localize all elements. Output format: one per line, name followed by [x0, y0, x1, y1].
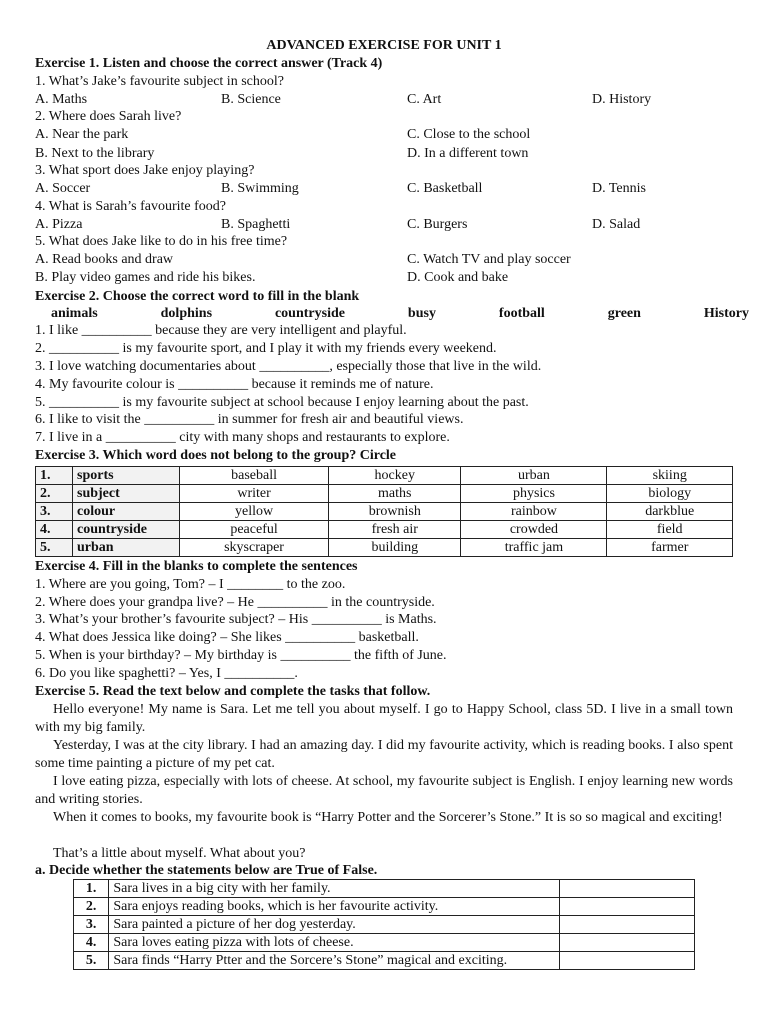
table-row	[36, 503, 733, 521]
ex3-table	[35, 466, 733, 557]
reading-paragraph	[35, 773, 733, 809]
ex4-sentence: 2. Where does your grandpa live? – He __________ in the countryside.	[35, 595, 435, 610]
statement-number: 4.	[74, 934, 109, 952]
answer-cell[interactable]	[559, 952, 694, 970]
page-title: ADVANCED EXERCISE FOR UNIT 1	[266, 38, 502, 53]
statement-number: 5.	[74, 952, 109, 970]
paragraph-text: I love eating pizza, especially with lots of cheese. At school, my favourite subject is English. I enjoy learning new words and writing stories.	[35, 774, 733, 807]
ex4-sentence: 3. What’s your brother’s favourite subject? – His __________ is Maths.	[35, 612, 437, 627]
option-b[interactable]: B. Science	[221, 92, 281, 107]
answer-cell[interactable]	[559, 916, 694, 934]
word-cell[interactable]: yellow	[180, 503, 329, 521]
word-cell[interactable]: traffic jam	[461, 539, 607, 557]
option-a[interactable]: A. Near the park	[35, 127, 129, 142]
word-cell[interactable]: skiing	[607, 467, 733, 485]
option-c[interactable]: C. Basketball	[407, 181, 483, 196]
option-a[interactable]: A. Pizza	[35, 217, 83, 232]
ex1-q3: 3. What sport does Jake enjoy playing?	[35, 163, 255, 178]
word-cell[interactable]: brownish	[329, 503, 461, 521]
row-number: 4.	[36, 521, 73, 539]
option-b[interactable]: B. Play video games and ride his bikes.	[35, 270, 256, 285]
ex1-q5-options-ac	[35, 251, 733, 269]
word-cell[interactable]: urban	[461, 467, 607, 485]
statement-number: 2.	[74, 898, 109, 916]
word-cell[interactable]: peaceful	[180, 521, 329, 539]
paragraph-text: Hello everyone! My name is Sara. Let me tell you about myself. I go to Happy School, class 5D. I live in a small town with my big family.	[35, 702, 733, 735]
statement-text: Sara painted a picture of her dog yesterday.	[109, 916, 559, 934]
true-false-table	[73, 879, 695, 970]
option-d[interactable]: D. Tennis	[592, 181, 646, 196]
ex1-heading: Exercise 1. Listen and choose the correct answer (Track 4)	[35, 56, 383, 71]
ex1-q2-options-bd	[35, 145, 733, 163]
statement-text: Sara lives in a big city with her family.	[109, 880, 559, 898]
word-cell[interactable]: farmer	[607, 539, 733, 557]
ex4-sentence: 5. When is your birthday? – My birthday is __________ the fifth of June.	[35, 648, 447, 663]
ex4-sentence: 6. Do you like spaghetti? – Yes, I __________.	[35, 666, 298, 681]
table-row	[74, 898, 695, 916]
ex2-heading: Exercise 2. Choose the correct word to fill in the blank	[35, 289, 360, 304]
ex2-sentence: 6. I like to visit the __________ in summer for fresh air and beautiful views.	[35, 412, 464, 427]
reading-paragraph	[35, 845, 733, 863]
table-row	[36, 539, 733, 557]
ex1-q2-options-ac	[35, 126, 733, 144]
option-d[interactable]: D. Cook and bake	[407, 270, 509, 285]
ex2-sentence: 3. I love watching documentaries about __________, especially those that live in the wild.	[35, 359, 542, 374]
table-row	[36, 485, 733, 503]
word-cell[interactable]: fresh air	[329, 521, 461, 539]
ex1-q5-options-bd	[35, 269, 733, 287]
statement-number: 3.	[74, 916, 109, 934]
word-cell[interactable]: hockey	[329, 467, 461, 485]
table-row	[36, 467, 733, 485]
table-row	[36, 521, 733, 539]
word-cell[interactable]: darkblue	[607, 503, 733, 521]
reading-paragraph	[35, 809, 733, 827]
ex4-heading: Exercise 4. Fill in the blanks to complete the sentences	[35, 559, 358, 574]
ex1-q1: 1. What’s Jake’s favourite subject in school?	[35, 74, 284, 89]
option-b[interactable]: B. Next to the library	[35, 146, 155, 161]
reading-paragraph	[35, 701, 733, 737]
answer-cell[interactable]	[559, 934, 694, 952]
word-cell[interactable]: maths	[329, 485, 461, 503]
word-cell[interactable]: writer	[180, 485, 329, 503]
word-cell[interactable]: physics	[461, 485, 607, 503]
word-cell[interactable]: crowded	[461, 521, 607, 539]
ex2-sentence: 7. I live in a __________ city with many shops and restaurants to explore.	[35, 430, 450, 445]
word-bank-item: countryside	[274, 306, 345, 321]
word-bank-item: dolphins	[160, 306, 213, 321]
option-c[interactable]: C. Art	[407, 92, 442, 107]
reading-paragraph	[35, 737, 733, 773]
ex5-heading: Exercise 5. Read the text below and complete the tasks that follow.	[35, 684, 431, 699]
ex2-sentence: 1. I like __________ because they are very intelligent and playful.	[35, 323, 407, 338]
option-d[interactable]: D. In a different town	[407, 146, 529, 161]
word-bank-item: busy	[407, 306, 436, 321]
option-a[interactable]: A. Soccer	[35, 181, 91, 196]
ex2-word-bank	[35, 305, 767, 323]
ex4-sentence: 1. Where are you going, Tom? – I ________ to the zoo.	[35, 577, 346, 592]
option-b[interactable]: B. Spaghetti	[221, 217, 291, 232]
statement-number: 1.	[74, 880, 109, 898]
ex1-q1-options	[35, 91, 733, 109]
option-b[interactable]: B. Swimming	[221, 181, 299, 196]
ex2-sentence: 4. My favourite colour is __________ because it reminds me of nature.	[35, 377, 434, 392]
word-cell[interactable]: rainbow	[461, 503, 607, 521]
option-c[interactable]: C. Close to the school	[407, 127, 531, 142]
row-category: colour	[73, 503, 180, 521]
word-bank-item: football	[498, 306, 545, 321]
row-number: 3.	[36, 503, 73, 521]
table-row	[74, 952, 695, 970]
word-cell[interactable]: field	[607, 521, 733, 539]
table-row	[74, 916, 695, 934]
row-category: countryside	[73, 521, 180, 539]
option-d[interactable]: D. History	[592, 92, 652, 107]
ex2-sentence: 2. __________ is my favourite sport, and I play it with my friends every weekend.	[35, 341, 497, 356]
row-number: 1.	[36, 467, 73, 485]
statement-text: Sara loves eating pizza with lots of cheese.	[109, 934, 559, 952]
ex2-sentence: 5. __________ is my favourite subject at school because I enjoy learning about the past.	[35, 395, 529, 410]
row-category: subject	[73, 485, 180, 503]
statement-text: Sara enjoys reading books, which is her favourite activity.	[109, 898, 559, 916]
word-bank-item: animals	[51, 306, 98, 321]
ex4-sentence: 4. What does Jessica like doing? – She likes __________ basketball.	[35, 630, 419, 645]
ex1-q2: 2. Where does Sarah live?	[35, 109, 182, 124]
option-c[interactable]: C. Watch TV and play soccer	[407, 252, 571, 267]
answer-cell[interactable]	[559, 898, 694, 916]
paragraph-text: When it comes to books, my favourite book is “Harry Potter and the Sorcerer’s Stone.” It is so so magical and exciting!	[53, 810, 723, 825]
row-category: sports	[73, 467, 180, 485]
table-row	[74, 934, 695, 952]
row-number: 2.	[36, 485, 73, 503]
word-cell[interactable]: baseball	[180, 467, 329, 485]
row-number: 5.	[36, 539, 73, 557]
task-a-heading: a. Decide whether the statements below are True of False.	[35, 863, 378, 878]
word-bank-item: green	[607, 306, 641, 321]
answer-cell[interactable]	[559, 880, 694, 898]
word-cell[interactable]: skyscraper	[180, 539, 329, 557]
word-cell[interactable]: building	[329, 539, 461, 557]
ex1-q4-options	[35, 216, 733, 234]
paragraph-text: That’s a little about myself. What about you?	[53, 846, 306, 861]
statement-text: Sara finds “Harry Ptter and the Sorcere’s Stone” magical and exciting.	[109, 952, 559, 970]
word-cell[interactable]: biology	[607, 485, 733, 503]
option-d[interactable]: D. Salad	[592, 217, 641, 232]
ex3-heading: Exercise 3. Which word does not belong to the group? Circle	[35, 448, 397, 463]
ex1-q3-options	[35, 180, 733, 198]
word-bank-item: History	[703, 306, 749, 321]
paragraph-text: Yesterday, I was at the city library. I had an amazing day. I did my favourite activity, which is reading books. I also spent some time painting a picture of my pet cat.	[35, 738, 733, 771]
ex1-q4: 4. What is Sarah’s favourite food?	[35, 199, 227, 214]
option-c[interactable]: C. Burgers	[407, 217, 468, 232]
option-a[interactable]: A. Maths	[35, 92, 88, 107]
option-a[interactable]: A. Read books and draw	[35, 252, 174, 267]
ex1-q5: 5. What does Jake like to do in his free time?	[35, 234, 288, 249]
row-category: urban	[73, 539, 180, 557]
table-row	[74, 880, 695, 898]
